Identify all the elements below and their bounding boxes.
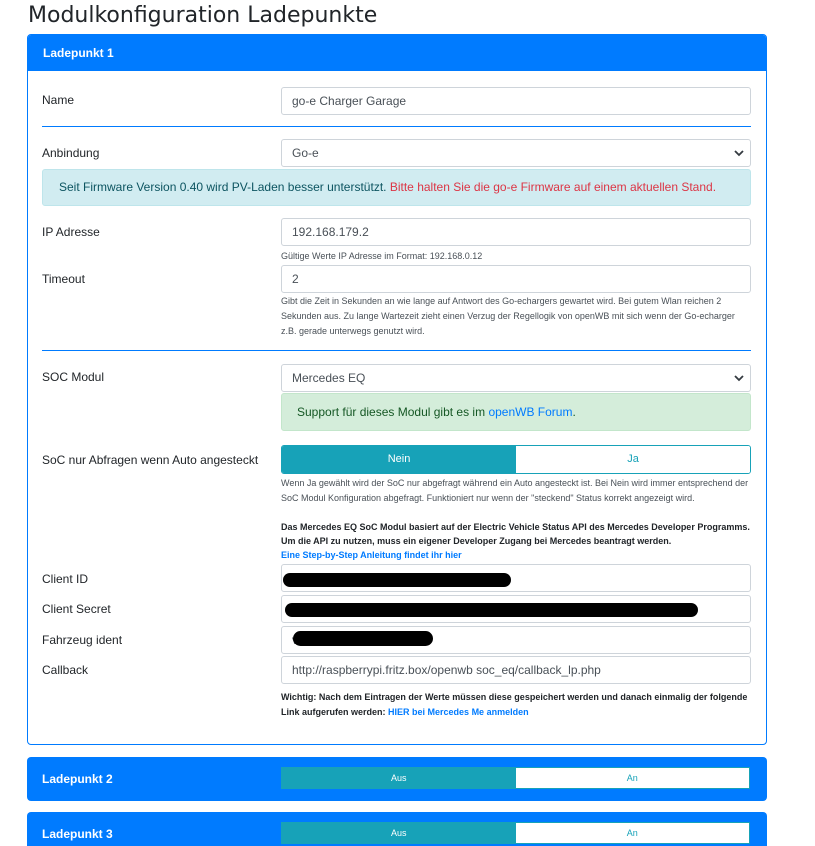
redaction-bar (285, 603, 698, 617)
openwb-forum-link[interactable]: openWB Forum (488, 405, 573, 419)
client-secret-label: Client Secret (42, 602, 111, 616)
callback-input[interactable]: http://raspberrypi.fritz.box/openwb soc_eq/callback_lp.php (281, 656, 751, 684)
soc-modul-select[interactable] (281, 364, 751, 392)
firmware-alert (42, 169, 751, 206)
fahrzeug-ident-label: Fahrzeug ident (42, 633, 123, 647)
soc-modul-label: SOC Modul (42, 370, 105, 384)
chevron-down-icon (734, 373, 744, 383)
toggle-nein-button[interactable]: Nein (282, 446, 516, 473)
ladepunkt-3-header[interactable]: Ladepunkt 3 (42, 827, 113, 841)
mercedes-info (281, 520, 751, 562)
callback-note (281, 690, 751, 720)
timeout-label: Timeout (42, 272, 85, 286)
soc-auto-help: Wenn Ja gewählt wird der SoC nur abgefragt während ein Auto angesteckt ist. Bei Nein wird immer entsprechend der SoC Modul Konfiguration abgefragt. Funktioniert nur wenn der "steckend" Status korrekt angezeigt wird. (281, 478, 749, 503)
page-title: Modulkonfiguration Ladepunkte (28, 3, 378, 28)
firmware-info-text: Seit Firmware Version 0.40 wird PV-Laden besser unterstützt. (59, 180, 387, 194)
soc-auto-label: SoC nur Abfragen wenn Auto angesteckt (42, 453, 259, 467)
ladepunkt-1-header[interactable]: Ladepunkt 1 (28, 35, 766, 71)
toggle-ja-button[interactable]: Ja (516, 446, 750, 473)
ladepunkt-2-header[interactable]: Ladepunkt 2 (42, 772, 113, 786)
ip-label: IP Adresse (42, 225, 100, 239)
ladepunkt-2-an-button[interactable]: An (516, 768, 750, 788)
callback-label: Callback (42, 663, 89, 677)
chevron-down-icon (734, 148, 744, 158)
divider (42, 350, 751, 351)
timeout-help: Gibt die Zeit in Sekunden an wie lange auf Antwort des Go-echargers gewartet wird. Bei gutem Wlan reichen 2 Sekunden aus. Zu lange Wartezeit zieht einen Verzug der Regellogik von openWB mit sich wenn der Go-echarger z.B. gerade unterwegs genutzt wird. (281, 296, 735, 336)
mercedes-me-login-link[interactable]: HIER bei Mercedes Me anmelden (388, 707, 529, 717)
firmware-warning-text: Bitte halten Sie die go-e Firmware auf einem aktuellen Stand. (389, 180, 717, 194)
soc-auto-toggle (281, 445, 751, 474)
callback-note-text: Wichtig: Nach dem Eintragen der Werte müssen diese gespeichert werden und danach einmalig der folgende Link aufgerufen werden: (281, 692, 748, 717)
divider (42, 126, 751, 127)
redaction-bar (283, 573, 511, 587)
soc-support-alert (281, 393, 751, 431)
mercedes-info-text: Das Mercedes EQ SoC Modul basiert auf der Electric Vehicle Status API des Mercedes Developer Programms. Um die API zu nutzen, muss ein eigener Developer Zugang bei Mercedes beantragt werden. (281, 522, 750, 546)
ladepunkt-3-card (27, 812, 767, 846)
name-label: Name (42, 93, 75, 107)
anbindung-select[interactable] (281, 139, 751, 167)
ladepunkt-2-toggle (281, 767, 750, 789)
anbindung-value: Go-e (292, 146, 319, 160)
soc-modul-value: Mercedes EQ (292, 371, 366, 385)
ladepunkt-2-aus-button[interactable]: Aus (282, 768, 516, 788)
ladepunkt-3-aus-button[interactable]: Aus (282, 823, 516, 843)
ip-input[interactable]: 192.168.179.2 (281, 218, 751, 246)
timeout-input[interactable]: 2 (281, 265, 751, 293)
ladepunkt-3-toggle (281, 822, 750, 844)
name-input[interactable]: go-e Charger Garage (281, 87, 751, 115)
client-id-label: Client ID (42, 572, 89, 586)
anbindung-label: Anbindung (42, 146, 100, 160)
ladepunkt-3-an-button[interactable]: An (516, 823, 750, 843)
ladepunkt-2-card (27, 757, 767, 801)
step-by-step-link[interactable]: Eine Step-by-Step Anleitung findet ihr hier (281, 550, 462, 560)
ip-help: Gültige Werte IP Adresse im Format: 192.168.0.12 (281, 251, 483, 261)
redaction-bar (293, 631, 433, 646)
soc-support-suffix: . (572, 405, 576, 419)
soc-support-text: Support für dieses Modul gibt es im (297, 405, 486, 419)
